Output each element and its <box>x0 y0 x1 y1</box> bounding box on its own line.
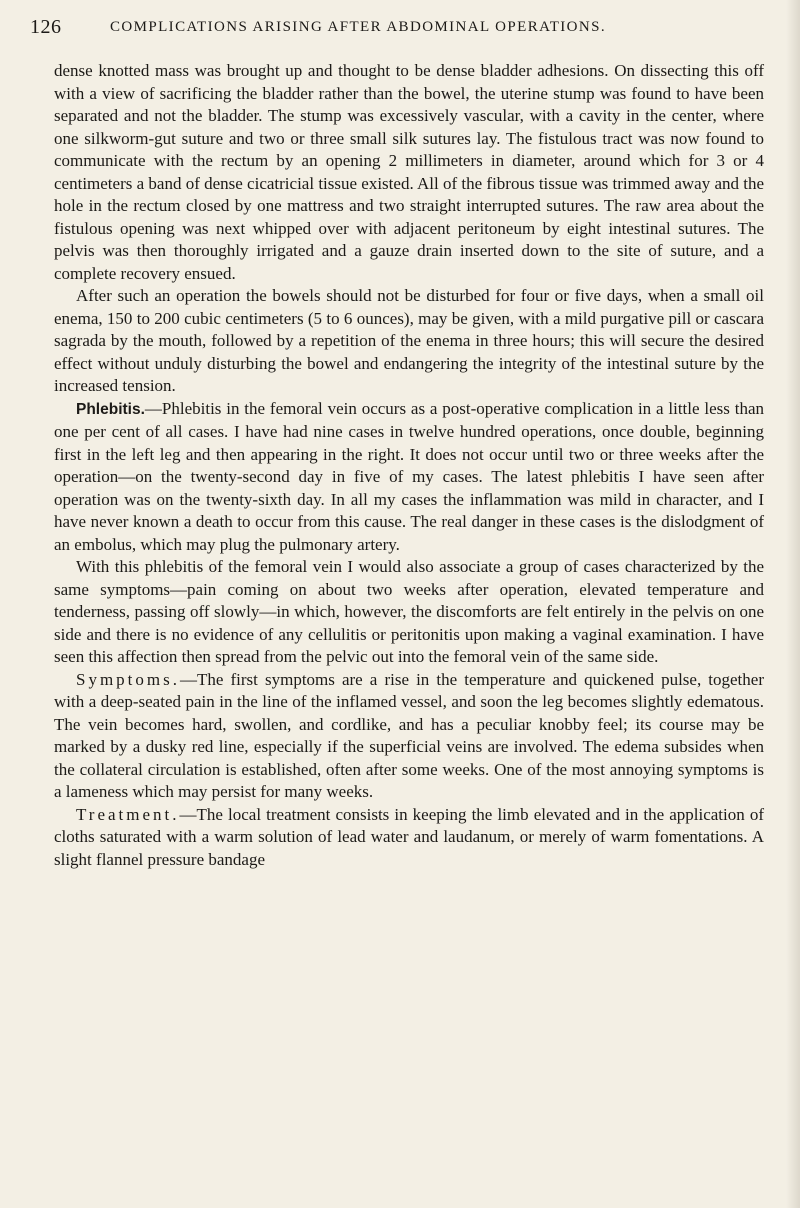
section-heading-treatment: Treatment. <box>76 804 180 824</box>
section-heading-phlebitis: Phlebitis. <box>76 400 145 418</box>
paragraph-text: After such an operation the bowels should not be disturbed for four or five days, when a small oil enema, 150 to 200 cubic centimeters (5 to 6 ounces), may be given, with a mild purgative pill or cascara sagrada by the mouth, followed by a repetition of the enema in three hours; this will secure the desired effect without unduly disturbing the bowel and endangering the integrity of the intestinal suture by the increased tension. <box>54 286 764 395</box>
paragraph-text: With this phlebitis of the femoral vein I would also associate a group of cases characterized by the same symptoms—pain coming on about two weeks after operation, elevated temperature and tenderness, passing off slowly—in which, however, the discomforts are felt entirely in the pelvis on one side and there is no evidence of any cellulitis or peritonitis upon making a vaginal examination. I have seen this affection then spread from the pelvic out into the femoral vein of the same side. <box>54 557 764 666</box>
paragraph-text: dense knotted mass was brought up and thought to be dense bladder adhesions. On dissecting this off with a view of sacrificing the bladder rather than the bowel, the uterine stump was found to have been separated and not the bladder. The stump was excessively vascular, with a cavity in the center, where one silkworm-gut suture and two or three small silk sutures lay. The fistulous tract was now found to communicate with the rectum by an opening 2 millimeters in diameter, around which for 3 or 4 centimeters a band of dense cicatricial tissue existed. All of the fibrous tissue was trimmed away and the hole in the rectum closed by one mattress and two straight interrupted sutures. The raw area about the fistulous opening was next whipped over with adjacent peritoneum by eight intestinal sutures. The pelvis was then thoroughly irrigated and a gauze drain inserted down to the site of suture, and a complete recovery ensued. <box>54 61 765 283</box>
running-head <box>30 16 770 42</box>
running-title: COMPLICATIONS ARISING AFTER ABDOMINAL OPERATIONS. <box>110 19 607 35</box>
body-text <box>54 60 764 871</box>
page-edge-shadow <box>786 0 800 1208</box>
paragraph-symptoms <box>54 669 764 804</box>
paragraph-text: —The first symptoms are a rise in the temperature and quickened pulse, together with a deep-seated pain in the line of the inflamed vessel, and soon the leg becomes slightly edematous. The vein becomes hard, swollen, and cordlike, and has a peculiar knobby feel; its course may be marked by a dusky red line, especially if the superficial veins are involved. The edema subsides when the collateral circulation is established, often after some weeks. One of the most annoying symptoms is a lameness which may persist for many weeks. <box>54 669 764 801</box>
paragraph-continued-case <box>54 60 764 285</box>
paragraph-phlebitis <box>54 398 764 557</box>
paragraph-pelvic-group <box>54 556 764 669</box>
paragraph-text: —The local treatment consists in keeping the limb elevated and in the application of cloths saturated with a warm solution of lead water and laudanum, or merely of warm fomentations. A slight flannel pressure bandage <box>54 804 764 869</box>
paragraph-text: —Phlebitis in the femoral vein occurs as a post-operative complication in a little less than one per cent of all cases. I have had nine cases in twelve hundred operations, once double, beginning first in the left leg and then appearing in the right. It does not occur until two or three weeks after the operation—on the twenty-second day in five of my cases. The latest phlebitis I have seen after operation was on the twenty-sixth day. In all my cases the inflammation was mild in character, and I have never known a death to occur from this cause. The real danger in these cases is the dislodgment of an embolus, which may plug the pulmonary artery. <box>54 398 764 554</box>
paragraph-aftercare <box>54 285 764 398</box>
page-number: 126 <box>30 16 62 38</box>
paragraph-treatment <box>54 804 764 872</box>
section-heading-symptoms: Symptoms. <box>76 669 180 689</box>
